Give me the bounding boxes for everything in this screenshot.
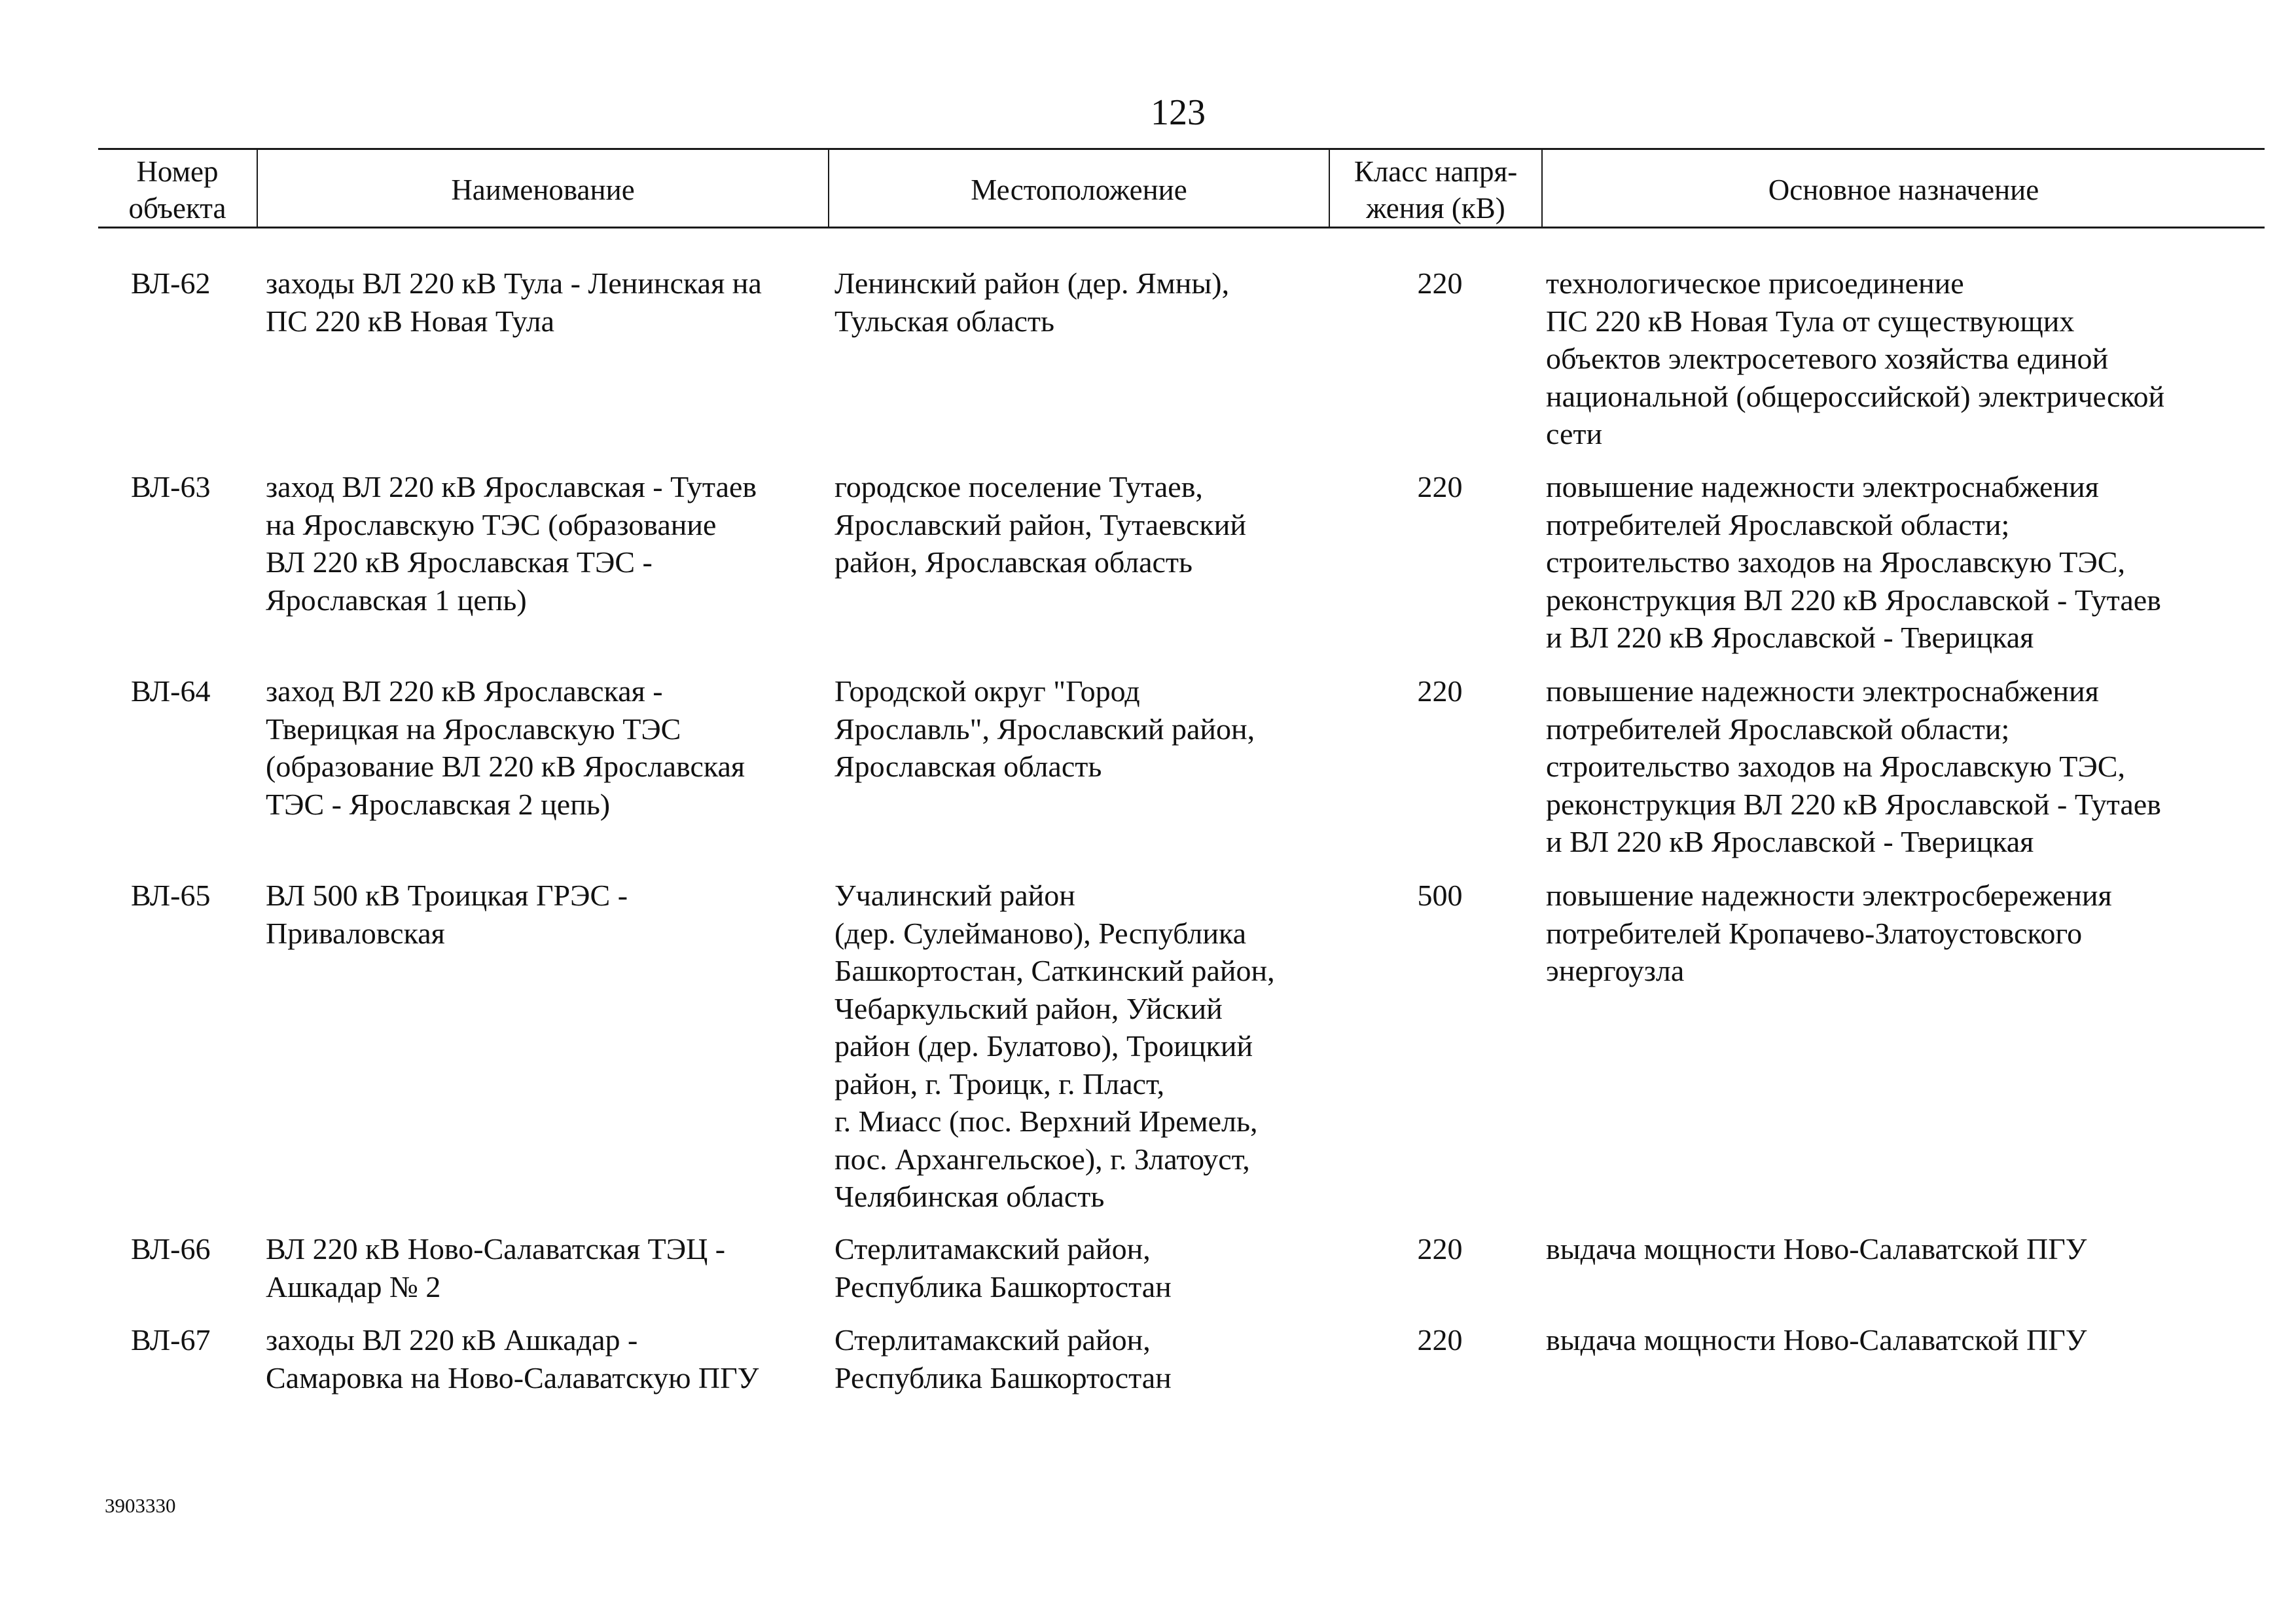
cell-line: Приваловская (266, 916, 445, 950)
page-number: 123 (1151, 92, 1206, 133)
cell-name (266, 877, 628, 952)
cell-line: (образование ВЛ 220 кВ Ярославская (266, 750, 745, 783)
cell-location (834, 672, 1255, 786)
cell-line: ТЭС - Ярославская 2 цепь) (266, 787, 611, 821)
header-number-line: объекта (128, 192, 226, 225)
cell-voltage: 220 (1417, 266, 1463, 300)
cell-line: потребителей Кропачево-Златоустовского (1546, 916, 2083, 950)
cell-line: г. Миасс (пос. Верхний Иремель, (834, 1104, 1258, 1138)
cell-line: потребителей Ярославской области; (1546, 712, 2010, 746)
header-name: Наименование (451, 173, 635, 206)
cell-line: строительство заходов на Ярославскую ТЭС, (1546, 545, 2125, 579)
cell-location (834, 264, 1229, 340)
cell-line: заход ВЛ 220 кВ Ярославская - (266, 674, 663, 708)
cell-line: Стерлитамакский район, (834, 1232, 1151, 1266)
cell-line: потребителей Ярославской области; (1546, 507, 2010, 541)
cell-line: заходы ВЛ 220 кВ Тула - Ленинская на (266, 266, 762, 300)
header-purpose: Основное назначение (1768, 173, 2039, 206)
cell-line: Челябинская область (834, 1180, 1105, 1213)
cell-line: Ярославская область (834, 750, 1102, 783)
cell-line: Самаровка на Ново-Салаватскую ПГУ (266, 1360, 759, 1395)
table-top-rule (98, 148, 2265, 150)
cell-name (266, 1321, 759, 1396)
cell-line: повышение надежности электроснабжения (1546, 470, 2099, 503)
cell-line: Учалинский район (834, 879, 1075, 912)
document-code: 3903330 (105, 1494, 176, 1517)
cell-voltage: 220 (1417, 674, 1463, 708)
cell-name (266, 264, 762, 340)
cell-line: ВЛ 220 кВ Ярославская ТЭС - (266, 545, 653, 579)
cell-line: Ярославская 1 цепь) (266, 583, 527, 617)
cell-name (266, 672, 745, 823)
cell-line: ПС 220 кВ Новая Тула (266, 304, 554, 338)
cell-line: ВЛ 220 кВ Ново-Салаватская ТЭЦ - (266, 1232, 726, 1266)
cell-purpose (1546, 877, 2112, 990)
cell-line: Республика Башкортостан (834, 1269, 1172, 1304)
cell-line: район, Ярославская область (834, 545, 1193, 579)
cell-line: заход ВЛ 220 кВ Ярославская - Тутаев (266, 470, 757, 503)
cell-line: Тверицкая на Ярославскую ТЭС (266, 712, 681, 746)
cell-location (834, 1321, 1172, 1396)
cell-line: Чебаркульский район, Уйский (834, 991, 1223, 1025)
header-voltage-line: Класс напря- (1354, 155, 1518, 188)
cell-number: ВЛ-67 (131, 1323, 211, 1357)
cell-line: повышение надежности электросбережения (1546, 879, 2112, 912)
cell-line: городское поселение Тутаев, (834, 470, 1203, 503)
cell-number: ВЛ-62 (131, 266, 211, 300)
cell-line: на Ярославскую ТЭС (образование (266, 507, 717, 541)
cell-location (834, 468, 1246, 581)
cell-line: ПС 220 кВ Новая Тула от существующих (1546, 304, 2075, 338)
cell-line: реконструкция ВЛ 220 кВ Ярославской - Тутаев (1546, 787, 2161, 821)
cell-line: Ашкадар № 2 (266, 1269, 441, 1304)
cell-purpose (1546, 468, 2161, 657)
cell-line: выдача мощности Ново-Салаватской ПГУ (1546, 1323, 2087, 1357)
cell-line: (дер. Сулейманово), Республика (834, 916, 1247, 950)
cell-number: ВЛ-65 (131, 879, 211, 912)
cell-name (266, 1230, 725, 1305)
cell-number: ВЛ-63 (131, 470, 211, 503)
cell-line: выдача мощности Ново-Салаватской ПГУ (1546, 1232, 2087, 1266)
cell-voltage: 220 (1417, 470, 1463, 503)
cell-line: технологическое присоединение (1546, 266, 1964, 300)
cell-line: Ярославский район, Тутаевский (834, 507, 1246, 541)
cell-line: район, г. Троицк, г. Пласт, (834, 1067, 1165, 1101)
cell-location (834, 877, 1275, 1216)
cell-purpose (1546, 1230, 2087, 1268)
cell-name (266, 468, 757, 619)
cell-line: район (дер. Булатово), Троицкий (834, 1029, 1253, 1063)
cell-purpose (1546, 1321, 2087, 1359)
cell-line: Стерлитамакский район, (834, 1323, 1151, 1357)
header-voltage (1330, 151, 1541, 229)
cell-voltage: 220 (1417, 1232, 1463, 1266)
cell-line: реконструкция ВЛ 220 кВ Ярославской - Тутаев (1546, 583, 2161, 617)
cell-line: Ярославль", Ярославский район, (834, 712, 1255, 746)
cell-number: ВЛ-64 (131, 674, 211, 708)
cell-voltage: 500 (1417, 879, 1463, 912)
cell-line: энергоузла (1546, 954, 1685, 987)
header-number (98, 151, 257, 229)
cell-line: Ленинский район (дер. Ямны), (834, 266, 1230, 300)
cell-line: и ВЛ 220 кВ Ярославской - Тверицкая (1546, 621, 2034, 654)
cell-line: Городской округ "Город (834, 674, 1140, 708)
cell-line: сети (1546, 417, 1603, 450)
cell-line: и ВЛ 220 кВ Ярославской - Тверицкая (1546, 825, 2034, 858)
cell-purpose (1546, 264, 2164, 453)
cell-line: Тульская область (834, 304, 1054, 338)
header-voltage-line: жения (кВ) (1366, 192, 1505, 225)
cell-location (834, 1230, 1172, 1305)
header-number-line: Номер (136, 155, 219, 188)
cell-purpose (1546, 672, 2161, 861)
cell-line: заходы ВЛ 220 кВ Ашкадар - (266, 1323, 638, 1357)
cell-line: объектов электросетевого хозяйства единой (1546, 342, 2109, 375)
cell-line: строительство заходов на Ярославскую ТЭС, (1546, 750, 2125, 783)
cell-line: национальной (общероссийской) электрической (1546, 379, 2165, 413)
cell-voltage: 220 (1417, 1323, 1463, 1357)
cell-line: Башкортостан, Саткинский район, (834, 954, 1275, 987)
cell-line: Республика Башкортостан (834, 1360, 1172, 1395)
cell-number: ВЛ-66 (131, 1232, 211, 1266)
cell-line: ВЛ 500 кВ Троицкая ГРЭС - (266, 879, 628, 912)
cell-line: пос. Архангельское), г. Златоуст, (834, 1142, 1250, 1176)
cell-line: повышение надежности электроснабжения (1546, 674, 2099, 708)
header-location: Местоположение (971, 173, 1187, 206)
